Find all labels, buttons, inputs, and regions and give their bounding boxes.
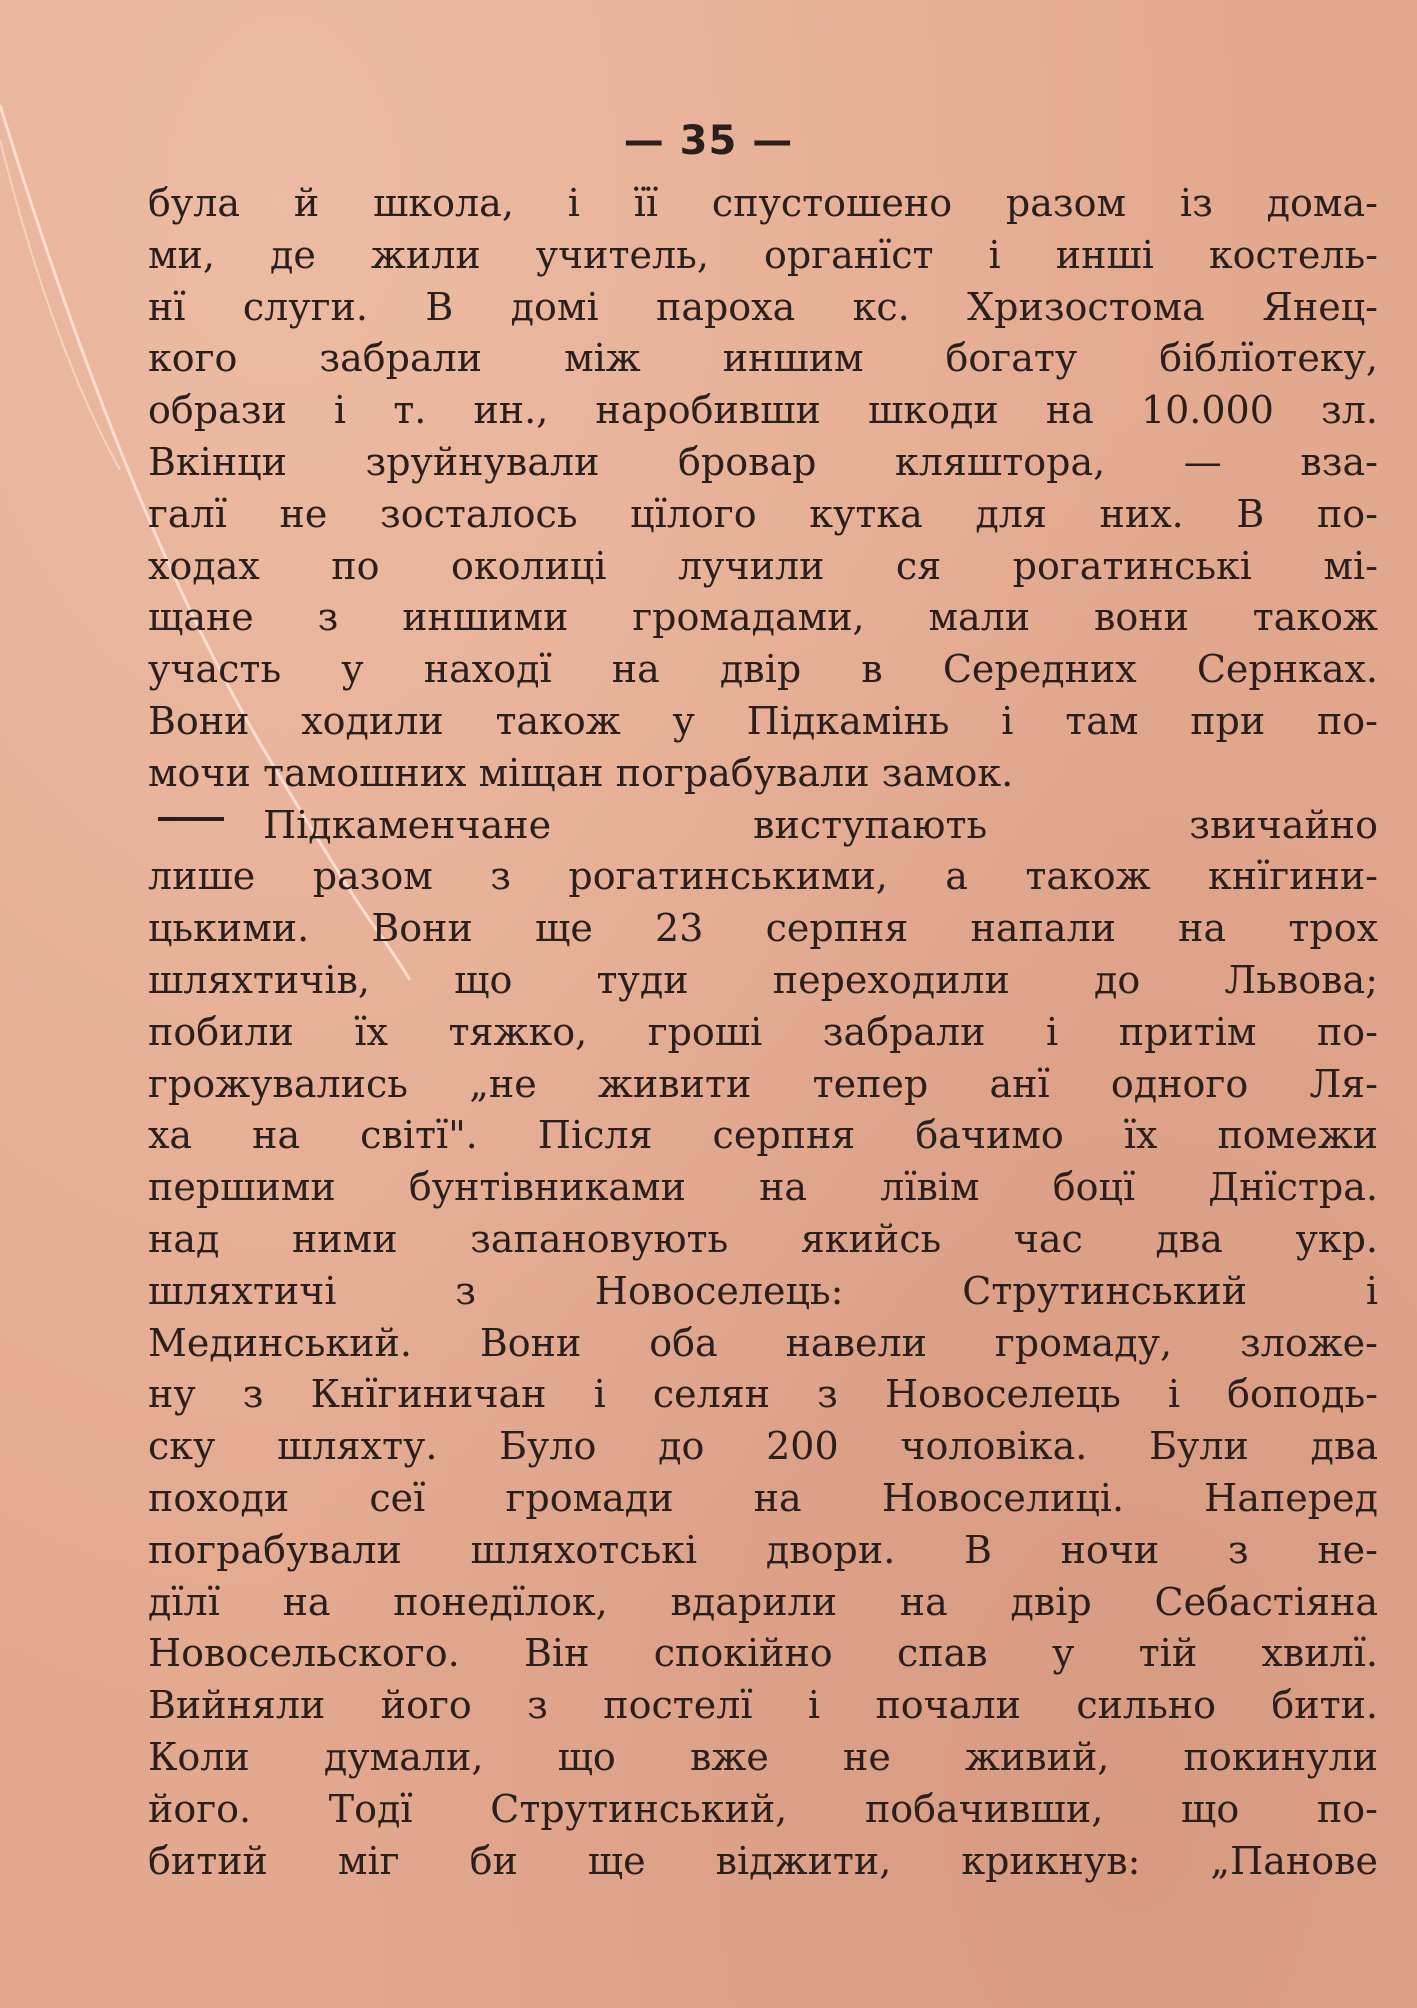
text-line: образи і т. ин., наробивши шкоди на 10.000 зл. bbox=[148, 388, 1378, 433]
text-line: дїлї на понедїлок, вдарили на двір Себастіяна bbox=[148, 1579, 1378, 1624]
text-line: шляхтичів, що туди переходили до Львова; bbox=[148, 957, 1378, 1002]
text-line: ску шляхту. Було до 200 чоловіка. Були два bbox=[148, 1424, 1378, 1469]
text-line: мочи тамошних міщан пограбували замок. bbox=[148, 750, 1014, 795]
text-line: битий міг би ще віджити, крикнув: „Панове bbox=[148, 1838, 1378, 1883]
text-line: щане з иншими громадами, мали вони також bbox=[148, 595, 1378, 640]
text-line: його. Тодї Струтинський, побачивши, що по- bbox=[148, 1786, 1378, 1831]
text-line: ха на світї". Після серпня бачимо їх помежи bbox=[148, 1113, 1378, 1158]
text-line: нї слуги. В домі пароха кс. Хризостома Янец- bbox=[148, 284, 1378, 329]
text-line: Новосельского. Він спокійно спав у тій хвилї. bbox=[148, 1631, 1378, 1676]
text-line: Вийняли його з постелї і почали сильно бити. bbox=[148, 1683, 1378, 1728]
text-line: лише разом з рогатинськими, а також кнїгини- bbox=[148, 854, 1378, 899]
text-line: ну з Кнїгиничан і селян з Новоселець і боподь- bbox=[148, 1372, 1378, 1417]
text-line: Вкінци зруйнували бровар кляштора, — вза- bbox=[148, 439, 1378, 484]
text-line: пограбували шляхотські двори. В ночи з не- bbox=[148, 1527, 1378, 1572]
text-line: галї не зосталось цїлого кутка для них. В по- bbox=[148, 491, 1378, 536]
text-line: Вони ходили також у Підкамінь і там при по- bbox=[148, 698, 1378, 743]
paragraph-2 bbox=[148, 800, 1378, 1888]
text-line: кого забрали між иншим богату біблїотеку, bbox=[148, 336, 1378, 381]
text-line: побили їх тяжко, гроші забрали і притім по- bbox=[148, 1009, 1378, 1054]
text-line: була й школа, і її спустошено разом із дома- bbox=[148, 181, 1378, 225]
text-line: цькими. Вони ще 23 серпня напали на трох bbox=[148, 906, 1378, 951]
page-number: — 35 — bbox=[623, 118, 794, 164]
paragraph-1 bbox=[148, 178, 1378, 800]
text-line: Мединський. Вони оба навели громаду, зложе- bbox=[148, 1320, 1378, 1365]
body-text bbox=[148, 178, 1378, 1887]
text-line: Підкаменчане виступають звичайно bbox=[263, 802, 1378, 847]
text-line: походи сеї громади на Новоселиці. Наперед bbox=[148, 1475, 1378, 1520]
section-rule bbox=[158, 817, 224, 821]
text-line: ходах по околиці лучили ся рогатинські мі- bbox=[148, 543, 1378, 588]
text-line: грожувались „не живити тепер анї одного Ля- bbox=[148, 1061, 1378, 1106]
text-line: участь у находї на двір в Середних Сернках. bbox=[148, 647, 1378, 692]
text-line: ми, де жили учитель, органїст і инші костель- bbox=[148, 232, 1378, 277]
text-line: першими бунтівниками на лївім боцї Днїстра. bbox=[148, 1165, 1378, 1210]
text-line: над ними запановують якийсь час два укр. bbox=[148, 1216, 1378, 1261]
text-line: Коли думали, що вже не живий, покинули bbox=[148, 1734, 1378, 1779]
text-line: шляхтичі з Новоселець: Струтинський і bbox=[148, 1268, 1378, 1313]
